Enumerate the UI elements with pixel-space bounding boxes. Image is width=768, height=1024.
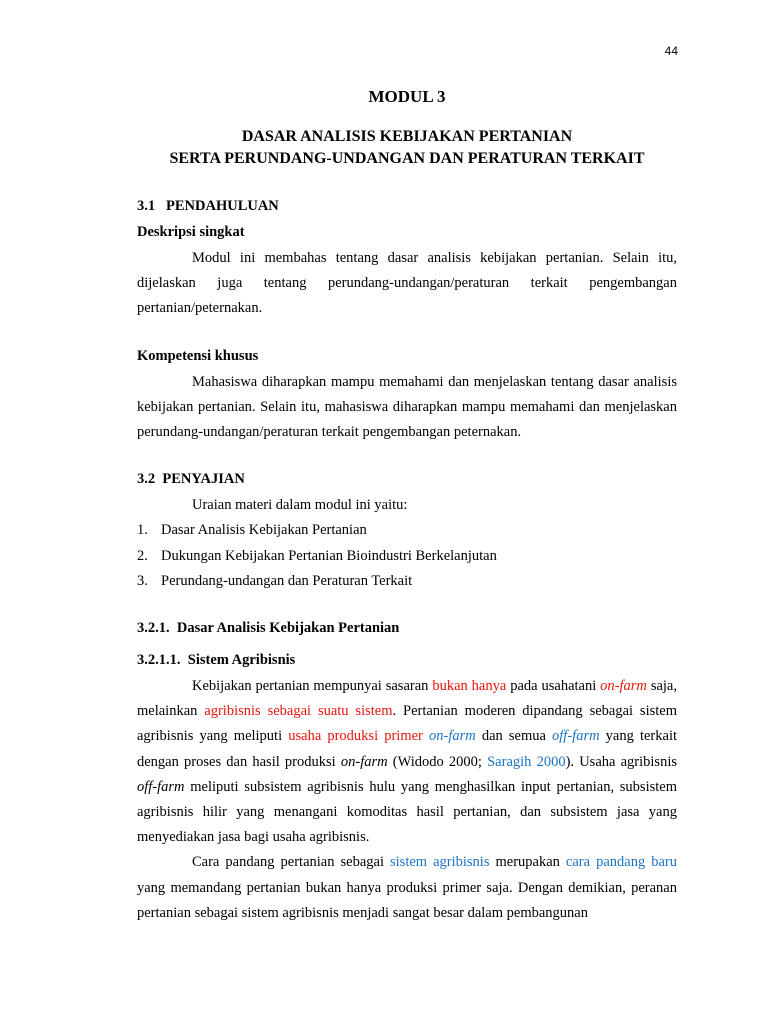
modul-title: MODUL 3	[368, 87, 446, 106]
highlight-on-farm: on-farm	[600, 678, 647, 695]
section-heading-penyajian: 3.2 PENYAJIAN	[137, 471, 245, 488]
link-cara-pandang-baru[interactable]: cara pandang baru	[565, 854, 677, 871]
page-number: 44	[664, 44, 678, 58]
link-off-farm[interactable]: off-farm	[552, 728, 600, 745]
highlight-agribisnis-sistem: agribisnis sebagai suatu sistem	[204, 703, 393, 720]
paragraph-uraian-intro: Uraian materi dalam modul ini yaitu:	[192, 497, 408, 514]
list-item: 1. Dasar Analisis Kebijakan Pertanian	[137, 522, 367, 539]
section-heading-3-2-1-1: 3.2.1.1. Sistem Agribisnis	[137, 652, 296, 669]
section-heading-pendahuluan: 3.1 PENDAHULUAN	[137, 198, 279, 214]
highlight-bukan-hanya: bukan hanya	[432, 678, 507, 695]
subheading-kompetensi-khusus: Kompetensi khusus	[137, 347, 259, 364]
link-on-farm[interactable]: on-farm	[428, 728, 476, 745]
subheading-deskripsi-singkat: Deskripsi singkat	[137, 224, 245, 240]
paragraph-kompetensi: Mahasiswa diharapkan mampu memahami dan menjelaskan tentang dasar analisis kebijakan pertanian. Selain itu, mahasiswa diharapkan mampu memahami dan menjelaskan perundang-undangan/peraturan terkait pengembangan peternakan.	[137, 373, 677, 441]
section-heading-3-2-1: 3.2.1. Dasar Analisis Kebijakan Pertanian	[137, 620, 400, 637]
paragraph-deskripsi: Modul ini membahas tentang dasar analisis kebijakan pertanian. Selain itu, dijelaskan juga tentang perundang-undangan/peraturan terkait pengembangan pertanian/peternakan.	[137, 250, 677, 317]
main-title-line-2: SERTA PERUNDANG-UNDANGAN DAN PERATURAN TERKAIT	[169, 150, 645, 167]
link-sistem-agribisnis[interactable]: sistem agribisnis	[390, 854, 490, 871]
list-item: 2. Dukungan Kebijakan Pertanian Bioindustri Berkelanjutan	[137, 547, 497, 564]
highlight-usaha-produksi-primer: usaha produksi primer	[288, 728, 423, 745]
paragraph-sistem-agribisnis-2: Cara pandang pertanian sebagai sistem agribisnis merupakan cara pandang baru yang memandang pertanian bukan hanya produksi primer saja. Dengan demikian, peranan pertanian sebagai sistem agribisnis menjadi sangat besar dalam pembangunan	[137, 854, 677, 921]
materi-list	[137, 518, 677, 594]
link-saragih-2000[interactable]: Saragih 2000	[487, 753, 566, 770]
document-body	[137, 86, 677, 926]
paragraph-sistem-agribisnis-1: Kebijakan pertanian mempunyai sasaran bukan hanya pada usahatani on-farm saja, melainkan agribisnis sebagai suatu sistem. Pertanian moderen dipandang sebagai sistem agribisnis yang meliputi usaha produksi primer on-farm dan semua off-farm yang terkait dengan proses dan hasil produksi on-farm (Widodo 2000; Saragih 2000). Usaha agribisnis off-farm meliputi subsistem agribisnis hulu yang menghasilkan input pertanian, subsistem agribisnis hilir yang menangani komoditas hasil pertanian, dan subsistem jasa yang menyediakan jasa bagi usaha agribisnis.	[137, 678, 678, 846]
main-title-line-1: DASAR ANALISIS KEBIJAKAN PERTANIAN	[241, 128, 573, 145]
main-title	[137, 126, 677, 170]
list-item: 3. Perundang-undangan dan Peraturan Terkait	[137, 572, 413, 589]
